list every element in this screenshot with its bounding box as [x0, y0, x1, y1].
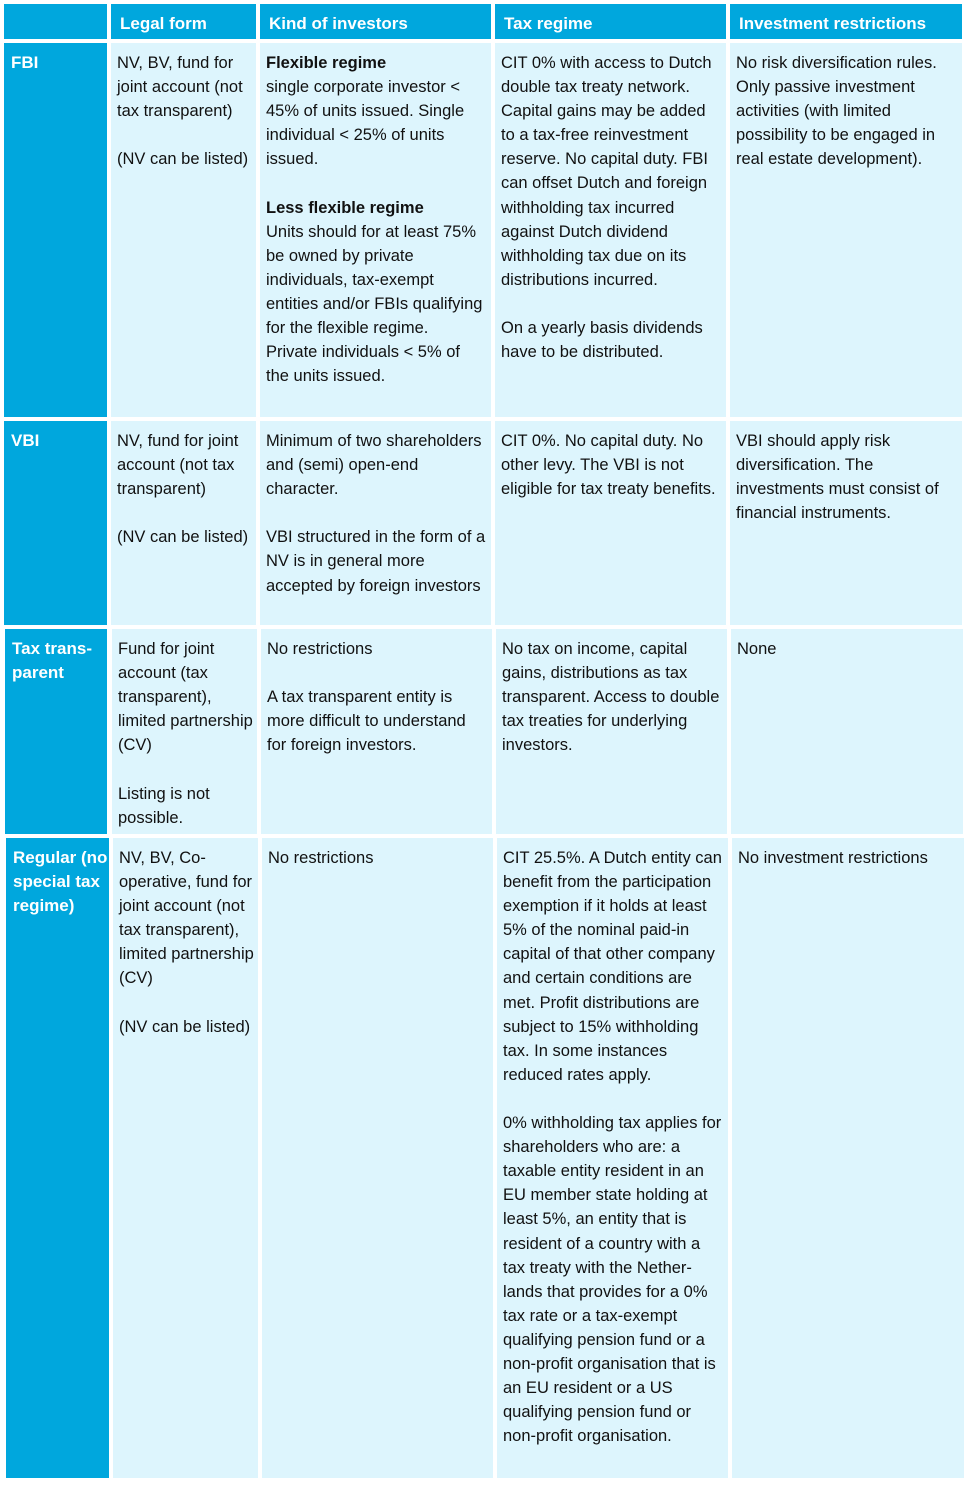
regular-investors-text: No restrictions: [268, 849, 374, 867]
regular-withholding-tax-text: 0% withholding tax applies for shareholders who are: a taxable entity resident in an EU member state holding at least 5%, an entity that is resident of a country with a tax treaty with the Nether-lands that provides for a 0% tax rate or a tax-exempt qualifying pension fund or a non-profit organisation that is an EU resident or a US qualifying pension fund or non-profit organisation.: [503, 1114, 722, 1446]
regular-investors-cell: [262, 838, 493, 1478]
regular-legal-form-text: NV, BV, Co-operative, fund for joint account (not tax transparent), limited partnership (CV): [119, 849, 254, 988]
regular-restrictions-cell: [732, 838, 964, 1478]
vbi-restrictions-text: VBI should apply risk diversification. The investments must consist of financial instruments.: [736, 432, 939, 523]
fbi-less-flexible-regime-title: Less flexible regime: [266, 198, 424, 217]
vbi-restrictions-cell: [730, 421, 962, 625]
tax-transparent-listing: Listing is not possible.: [118, 784, 210, 827]
regular-restrictions-text: No investment restrictions: [738, 849, 928, 867]
tax-transparent-legal-form-text: Fund for joint account (tax transparent), limited partnership (CV): [118, 640, 253, 755]
regular-legal-form-cell: [113, 838, 258, 1478]
tax-transparent-investors-cell: [261, 629, 492, 834]
fbi-flexible-regime-title: Flexible regime: [266, 54, 387, 72]
header-kind-of-investors: Kind of investors: [260, 4, 491, 39]
tax-transparent-restrictions-cell: [731, 629, 963, 834]
fbi-tax-regime-dividends: On a yearly basis dividends have to be distributed.: [501, 319, 703, 362]
regular-tax-regime-text: CIT 25.5%. A Dutch entity can benefit from the participation exemption if it holds at least 5% of the nominal paid-in capital of that other company and certain conditions are met. Profit distributions are subject to 15% withholding tax. In some instances reduced rates apply.: [503, 849, 722, 1084]
fbi-legal-form-cell: [111, 43, 256, 417]
row-label-regular: Regular (no special tax regime): [6, 838, 109, 1478]
fbi-tax-regime-text: CIT 0% with access to Dutch double tax treaty network. Capital gains may be added to a tax-free reinvestment reserve. No capital duty. FBI can offset Dutch and foreign withholding tax incurred against Dutch dividend withholding tax due on its distributions incurred.: [501, 54, 712, 289]
fbi-flexible-regime-text: single corporate investor < 45% of units issued. Single individual < 25% of units issued.: [266, 78, 465, 169]
header-tax-regime: Tax regime: [495, 4, 726, 39]
vbi-investors-text: Minimum of two shareholders and (semi) open-end character.: [266, 432, 482, 499]
fbi-less-flexible-regime-text: Units should for at least 75% be owned by private individuals, tax-exempt entities and/or FBIs qualifying for the flexible regime.: [266, 222, 483, 338]
tax-transparent-restrictions-text: None: [737, 640, 777, 658]
header-legal-form: Legal form: [111, 4, 256, 39]
tax-transparent-investors-foreign: A tax transparent entity is more difficult to understand for foreign investors.: [267, 688, 466, 755]
header-investment-restrictions: Investment restrictions: [730, 4, 962, 39]
tax-transparent-tax-regime-text: No tax on income, capital gains, distributions as tax transparent. Access to double tax treaties for underlying investors.: [502, 640, 720, 755]
tax-transparent-investors-text: No restrictions: [267, 640, 373, 658]
tax-transparent-legal-form-cell: [112, 629, 257, 834]
vbi-legal-form-listing: (NV can be listed): [117, 528, 249, 547]
tax-transparent-tax-regime-cell: [496, 629, 727, 834]
row-label-tax-transparent: Tax trans-parent: [5, 629, 107, 834]
fbi-legal-form-listing: (NV can be listed): [117, 150, 249, 169]
regular-tax-regime-cell: [497, 838, 728, 1478]
vbi-legal-form-cell: [111, 421, 256, 625]
regular-legal-form-listing: (NV can be listed): [119, 1017, 251, 1036]
row-label-vbi: VBI: [4, 421, 107, 625]
fbi-tax-regime-cell: [495, 43, 726, 417]
fbi-legal-form-text: NV, BV, fund for joint account (not tax transparent): [117, 54, 243, 121]
fbi-investors-cell: [260, 43, 491, 417]
vbi-tax-regime-cell: [495, 421, 726, 625]
vbi-tax-regime-text: CIT 0%. No capital duty. No other levy. The VBI is not eligible for tax treaty benefits.: [501, 432, 716, 499]
vbi-investors-cell: [260, 421, 491, 625]
fbi-restrictions-cell: [730, 43, 962, 417]
row-label-fbi: FBI: [4, 43, 107, 417]
vbi-investors-foreign: VBI structured in the form of a NV is in general more accepted by foreign investors: [266, 528, 486, 595]
header-corner: [4, 4, 107, 39]
vbi-legal-form-text: NV, fund for joint account (not tax transparent): [117, 432, 239, 499]
fbi-private-individuals-text: Private individuals < 5% of the units issued.: [266, 343, 460, 386]
fbi-restrictions-text: No risk diversification rules. Only passive investment activities (with limited possibility to be engaged in real estate development).: [736, 54, 937, 169]
